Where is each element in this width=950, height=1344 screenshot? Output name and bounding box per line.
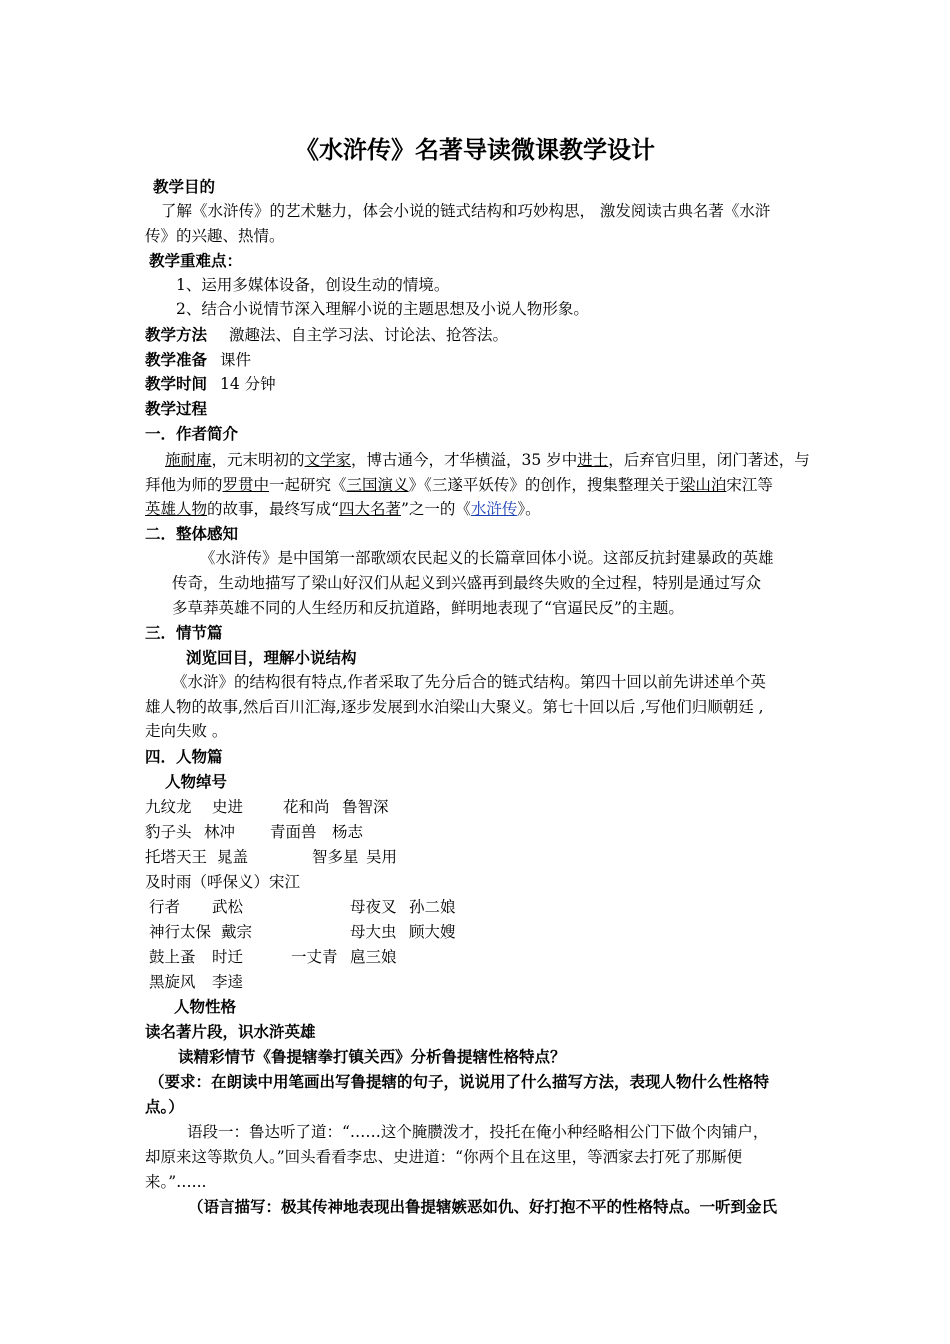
text-run: ，元末明初的: [211, 451, 305, 469]
nickname: 豹子头: [145, 823, 192, 841]
reading-task: 读精彩情节《鲁提辖拳打镇关西》分析鲁提辖性格特点？: [178, 1047, 566, 1066]
underlined-term: 进士: [577, 451, 609, 469]
nickname-row: [149, 946, 397, 968]
nickname: 母夜叉: [350, 898, 397, 916]
underlined-term: 罗贯中: [222, 476, 270, 494]
goal-heading: 教学目的: [153, 177, 216, 196]
plot-line-2: 雄人物的故事,然后百川汇海,逐步发展到水泊梁山大聚义。第七十回以后 ,写他们归顺朝廷 ,: [145, 698, 764, 716]
plot-subheading: 浏览回目，理解小说结构: [186, 648, 357, 667]
author-line-1: [165, 449, 810, 471]
hero-name: 林冲: [204, 823, 236, 841]
book-link[interactable]: 水浒传: [470, 500, 518, 518]
method-value: 激趣法、自主学习法、讨论法、抢答法。: [229, 326, 509, 344]
document-title: 《水浒传》名著导读微课教学设计: [295, 135, 655, 164]
nickname-row: [145, 846, 398, 868]
prep-label: 教学准备: [145, 350, 208, 369]
text-run: ”之一的《: [400, 500, 471, 518]
nickname: 行者: [149, 898, 181, 916]
overview-line-2: 传奇，生动地描写了梁山好汉们从起义到兴盛再到最终失败的全过程，特别是通过写众: [172, 574, 762, 592]
nickname: 母大虫: [350, 923, 397, 941]
section-overview-heading: 二．整体感知: [145, 524, 239, 543]
hero-name: 戴宗: [221, 923, 253, 941]
author-line-3: [145, 498, 541, 520]
plot-line-3: 走向失败 。: [145, 722, 228, 740]
underlined-term: 三国演义: [346, 476, 409, 494]
key-item-2: 2、结合小说情节深入理解小说的主题思想及小说人物形象。: [176, 300, 589, 318]
time-row: [145, 373, 276, 395]
hero-name: 李逵: [212, 973, 244, 991]
underlined-term: 梁山泊: [679, 476, 727, 494]
method-label: 教学方法: [145, 325, 208, 344]
nickname-row: [145, 821, 364, 843]
time-label: 教学时间: [145, 374, 208, 393]
text-run: 的故事，最终写成“: [207, 500, 339, 518]
passage-line-3: 来。”…...: [145, 1173, 207, 1191]
nickname: 黑旋风: [149, 973, 196, 991]
hero-name: 孙二娘: [409, 898, 456, 916]
text-run: 宋江等: [726, 476, 773, 494]
hero-name: 扈三娘: [350, 948, 397, 966]
goal-text-line2: 传》的兴趣、热情。: [145, 227, 285, 245]
nickname: 神行太保: [149, 923, 212, 941]
text-run: ，后弃官归里，闭门著述，与: [608, 451, 810, 469]
hero-name: 武松: [212, 898, 244, 916]
personality-subheading: 人物性格: [174, 997, 237, 1016]
text-run: 》。: [517, 500, 541, 518]
nickname-row: [149, 896, 456, 918]
nickname-row: [145, 796, 389, 818]
nicknames-subheading: 人物绰号: [165, 772, 228, 791]
hero-name: 时迁: [212, 948, 244, 966]
nickname: 九纹龙: [145, 798, 192, 816]
hero-name: 顾大嫂: [409, 923, 456, 941]
underlined-term: 四大名著: [338, 500, 401, 518]
text-run: 拜他为师的: [145, 476, 223, 494]
passage-line-1: 语段一：鲁达听了道：“……这个腌臜泼才，投托在俺小种经略相公门下做个肉铺户，: [187, 1123, 769, 1141]
hero-name: 杨志: [332, 823, 364, 841]
requirement-line-1: （要求：在朗读中用笔画出写鲁提辖的句子，说说用了什么描写方法，表现人物什么性格特: [149, 1072, 770, 1091]
analysis-note: （语言描写：极其传神地表现出鲁提辖嫉恶如仇、好打抱不平的性格特点。一听到金氏: [188, 1197, 778, 1216]
nickname: 托塔天王: [145, 848, 208, 866]
section-plot-heading: 三．情节篇: [145, 623, 223, 642]
method-row: [145, 324, 508, 346]
nickname-row: [145, 871, 300, 893]
nickname-row: [149, 921, 456, 943]
text-run: ，博古通今，才华横溢，35 岁中: [351, 451, 578, 469]
goal-text-line1: 了解《水浒传》的艺术魅力，体会小说的链式结构和巧妙构思， 激发阅读古典名著《水浒: [161, 202, 771, 220]
passage-line-2: 却原来这等欺负人。”回头看看李忠、史进道：“你两个且在这里，等洒家去打死了那厮便: [145, 1148, 743, 1166]
text-run: 一起研究《: [269, 476, 347, 494]
prep-row: [145, 349, 251, 371]
nickname: 花和尚: [283, 798, 330, 816]
overview-line-3: 多草莽英雄不同的人生经历和反抗道路，鲜明地表现了“官逼民反”的主题。: [172, 599, 684, 617]
prep-value: 课件: [220, 351, 252, 369]
requirement-line-2: 点。）: [145, 1097, 184, 1116]
nickname-row: [149, 971, 244, 993]
nickname: 智多星: [312, 848, 359, 866]
text-run: 》《三遂平妖传》的创作，搜集整理关于: [408, 476, 680, 494]
nickname: 及时雨（呼保义）宋江: [145, 873, 301, 891]
underlined-term: 英雄人物: [145, 500, 208, 518]
key-heading: 教学重难点：: [149, 251, 243, 270]
author-line-2: [145, 474, 773, 496]
time-value: 14 分钟: [220, 375, 276, 393]
section-characters-heading: 四．人物篇: [145, 747, 223, 766]
hero-name: 吴用: [366, 848, 398, 866]
process-heading: 教学过程: [145, 399, 208, 418]
hero-name: 晁盖: [217, 848, 249, 866]
overview-line-1: 《水浒传》是中国第一部歌颂农民起义的长篇章回体小说。这部反抗封建暴政的英雄: [200, 549, 774, 567]
hero-name: 鲁智深: [342, 798, 389, 816]
hero-name: 史进: [212, 798, 244, 816]
nickname: 鼓上蚤: [149, 948, 196, 966]
section-author-heading: 一．作者简介: [145, 424, 239, 443]
plot-line-1: 《水浒》的结构很有特点,作者采取了先分后合的链式结构。第四十回以前先讲述单个英: [172, 673, 766, 691]
key-item-1: 1、运用多媒体设备，创设生动的情境。: [176, 276, 450, 294]
reading-heading: 读名著片段，识水浒英雄: [145, 1022, 316, 1041]
underlined-term: 施耐庵: [165, 451, 212, 469]
nickname: 一丈青: [291, 948, 338, 966]
underlined-term: 文学家: [304, 451, 352, 469]
nickname: 青面兽: [270, 823, 317, 841]
